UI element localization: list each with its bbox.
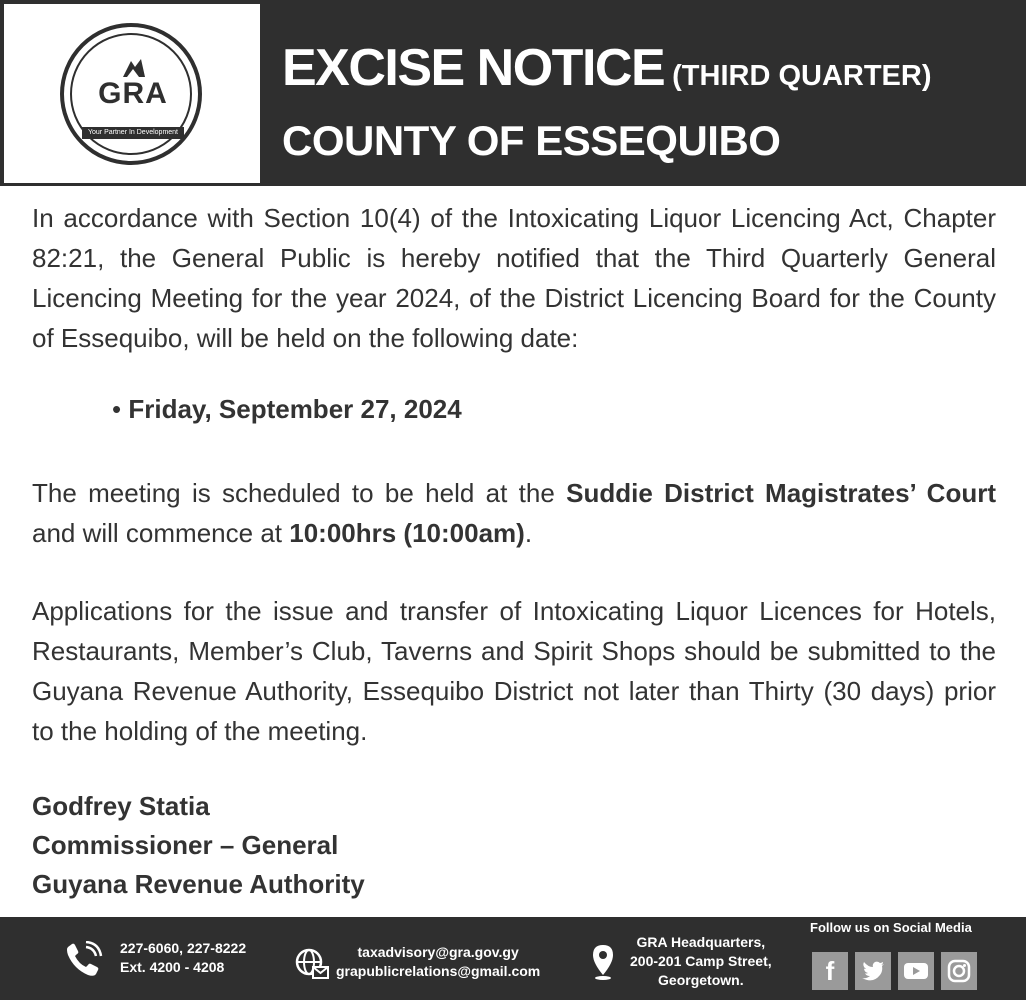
location-pin-icon (590, 943, 616, 981)
youtube-icon[interactable] (898, 952, 934, 990)
email-publicrelations[interactable]: grapublicrelations@gmail.com (336, 963, 541, 979)
meeting-time: 10:00hrs (10:00am) (289, 518, 525, 548)
venue-paragraph: The meeting is scheduled to be held at the Suddie District Magistrates’ Court and will commence at 10:00hrs (10:00am). (32, 478, 996, 548)
logo-panel (4, 4, 260, 183)
logo-letters: GRA (98, 77, 168, 110)
notice-title: EXCISE NOTICE (282, 39, 665, 97)
signatory-title: Commissioner – General (32, 830, 339, 860)
footer-contact-bar (0, 917, 1026, 1000)
header-banner (0, 0, 1026, 186)
phone-icon (62, 941, 104, 981)
signature-block (32, 787, 365, 904)
signatory-organization: Guyana Revenue Authority (32, 869, 365, 899)
bullet-icon: • (112, 394, 122, 424)
facebook-icon[interactable]: f (812, 952, 848, 990)
notice-title-row (282, 38, 932, 98)
applications-paragraph: Applications for the issue and transfer of Intoxicating Liquor Licences for Hotels, Restaurants, Member’s Club, Taverns and Spirit Shops should be submitted to the Guyana Revenue Authority, Essequibo District not later than Thirty (30 days) prior to the holding of the meeting. (32, 596, 996, 746)
phone-numbers: 227-6060, 227-8222 Ext. 4200 - 4208 (120, 940, 247, 975)
headquarters-address: GRA Headquarters, 200-201 Camp Street, Georgetown. (630, 934, 772, 988)
meeting-date: Friday, September 27, 2024 (128, 394, 462, 424)
twitter-icon[interactable] (855, 952, 891, 990)
logo-tagline: Your Partner In Development (82, 127, 184, 139)
notice-quarter: (THIRD QUARTER) (672, 60, 932, 92)
instagram-icon[interactable] (941, 952, 977, 990)
signatory-name: Godfrey Statia (32, 791, 210, 821)
email-addresses (336, 943, 540, 981)
email-taxadvisory[interactable]: taxadvisory@gra.gov.gy (357, 944, 519, 960)
venue-name: Suddie District Magistrates’ Court (566, 478, 996, 508)
meeting-date-item (112, 394, 462, 425)
notice-subtitle: COUNTY OF ESSEQUIBO (282, 117, 781, 164)
social-media-label: Follow us on Social Media (810, 920, 972, 935)
gra-logo (60, 23, 202, 165)
globe-email-icon (294, 947, 330, 981)
intro-paragraph: In accordance with Section 10(4) of the Intoxicating Liquor Licencing Act, Chapter 82:21, the General Public is hereby notified that the Third Quarterly General Licencing Meeting for the year 2024, of the District Licencing Board for the County of Essequibo, will be held on the following date: (32, 203, 996, 353)
